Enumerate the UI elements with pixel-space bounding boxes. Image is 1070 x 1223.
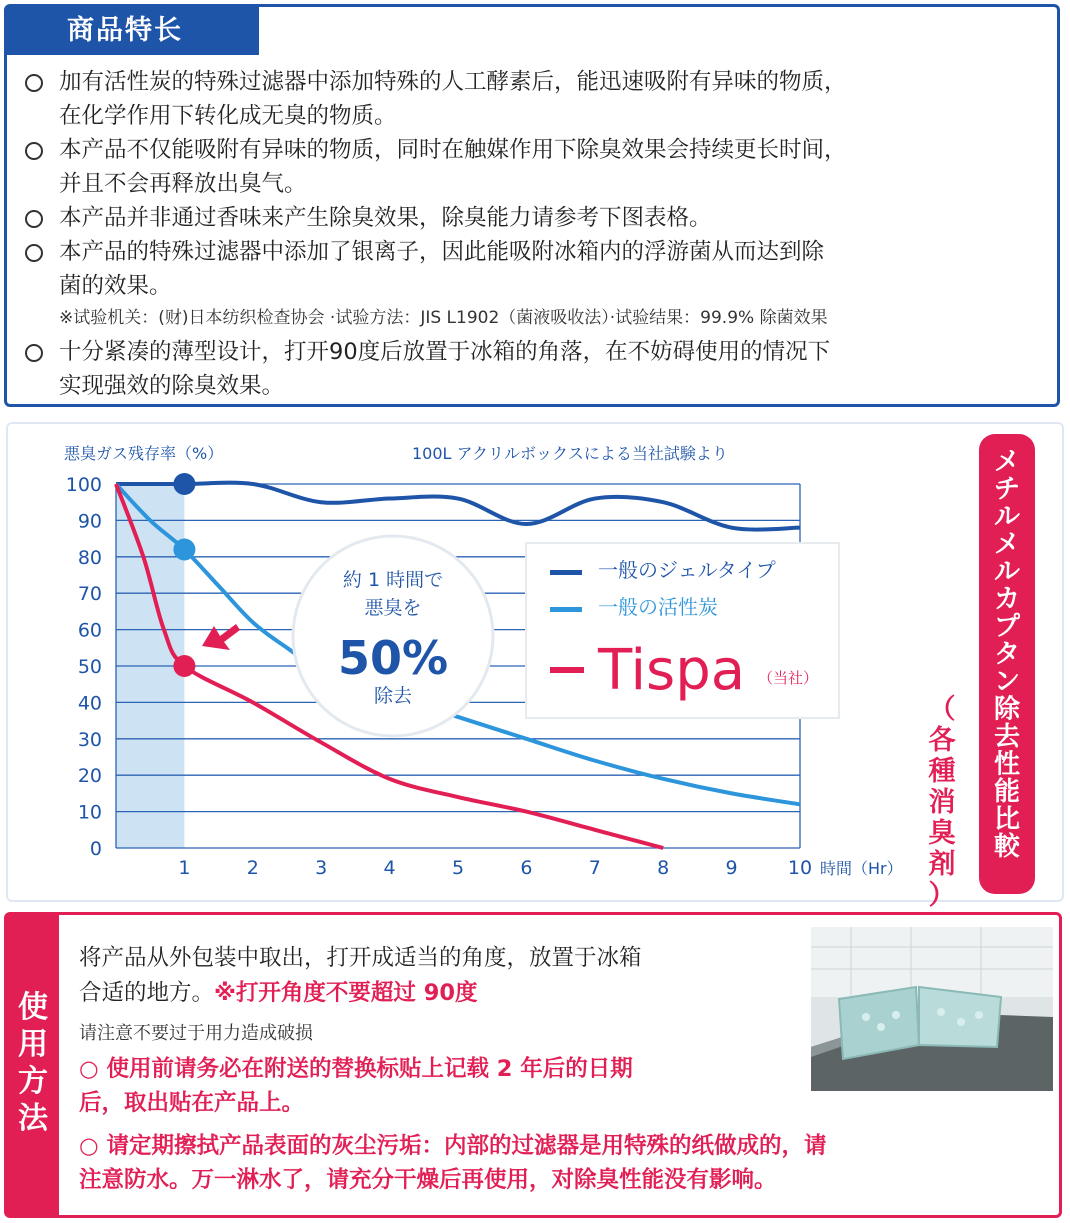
legend-swatch [550, 607, 582, 612]
vertical-title-char: プ [993, 612, 1021, 642]
vertical-subtitle-char: 剤 [928, 849, 956, 880]
vertical-subtitle-char: （ [928, 694, 956, 725]
vertical-title-char: メ [993, 447, 1021, 477]
vertical-title-char: ル [993, 502, 1021, 532]
y-tick-label: 60 [77, 619, 102, 642]
vertical-subtitle-char: 種 [928, 756, 956, 787]
vertical-title-text [979, 434, 1035, 894]
feature-line: 菌的效果。 [59, 273, 172, 299]
x-tick-label: 4 [383, 857, 396, 879]
y-tick-label: 100 [65, 474, 102, 496]
vertical-title-char: タ [993, 639, 1021, 670]
feature-line: 并且不会再释放出臭气。 [59, 171, 307, 197]
x-tick-label: 6 [520, 857, 533, 879]
usage-line-2 [79, 976, 478, 1010]
product-photo [811, 927, 1053, 1091]
usage-item-1-line-2: 后，取出贴在产品上。 [79, 1090, 305, 1116]
legend-label: 一般の活性炭 [598, 595, 718, 619]
vertical-title-char: 能 [993, 777, 1021, 807]
series-marker-3 [173, 655, 195, 677]
vertical-subtitle-char: 各 [928, 725, 956, 756]
legend-swatch [550, 570, 582, 575]
usage-side-char: 用 [18, 1027, 48, 1062]
usage-line-1: 将产品从外包装中取出，打开成适当的角度，放置于冰箱 [79, 945, 642, 971]
vertical-title-char: 去 [993, 722, 1021, 752]
test-note: ※试验机关：(财)日本纺织检查协会 ·试验方法：JIS L1902（菌液吸收法）·试验结果：99.9% 除菌效果 [59, 308, 828, 328]
series-marker-2 [173, 539, 195, 561]
feature-line: 本产品的特殊过滤器中添加了银离子，因此能吸附冰箱内的浮游菌从而达到除 [59, 239, 825, 265]
feature-line: 在化学作用下转化成无臭的物质。 [59, 103, 397, 129]
usage-small-note: 请注意不要过于用力造成破损 [79, 1023, 313, 1044]
y-axis-title: 悪臭ガス残存率（%） [64, 444, 224, 463]
usage-side-char: 方 [18, 1064, 48, 1099]
usage-item-2 [79, 1129, 826, 1197]
usage-side-char: 法 [18, 1101, 48, 1136]
y-tick-label: 10 [77, 801, 102, 824]
vertical-title-char: 除 [993, 694, 1021, 725]
legend-label: 一般のジェルタイプ [598, 558, 776, 582]
callout-line-2: 悪臭を [364, 597, 422, 619]
x-tick-label: 3 [315, 857, 328, 879]
usage-panel [4, 912, 1062, 1218]
y-tick-label: 20 [77, 765, 102, 788]
callout-line-3: 除去 [373, 685, 413, 707]
x-tick-label: 7 [588, 857, 601, 879]
feature-line: 十分紧凑的薄型设计，打开90度后放置于冰箱的角落，在不妨碍使用的情况下 [59, 339, 831, 365]
vertical-title-char: ル [993, 557, 1021, 587]
series-marker-1 [173, 473, 195, 495]
features-title: 商品特长 [7, 7, 259, 55]
vertical-title-char: 較 [993, 832, 1021, 862]
usage-item-1-text: 使用前请务必在附送的替换标贴上记载 2 年后的日期 [106, 1056, 633, 1082]
callout-line-1: 約 1 時間で [342, 569, 444, 591]
vertical-title-char: チ [993, 474, 1021, 505]
usage-item-2-text: 请定期擦拭产品表面的灰尘污垢：内部的过滤器是用特殊的纸做成的，请 [106, 1133, 827, 1159]
feature-line: 本产品不仅能吸附有异味的物质，同时在触媒作用下除臭效果会持续更长时间， [59, 137, 847, 163]
legend-suffix: （当社） [758, 669, 819, 687]
x-tick-label: 2 [246, 857, 259, 879]
chart-subtitle: 100L アクリルボックスによる当社試験より [412, 444, 728, 463]
x-tick-label: 10 [787, 857, 813, 879]
vertical-subtitle-char: 消 [928, 787, 956, 818]
vertical-title-char: 比 [993, 804, 1021, 835]
y-tick-label: 0 [89, 838, 102, 860]
usage-warning-angle: ※打开角度不要超过 90度 [214, 980, 478, 1006]
vertical-title-char: 性 [993, 749, 1021, 780]
y-tick-label: 50 [77, 656, 102, 678]
callout-value: 50% [337, 631, 449, 685]
vertical-subtitle-char: 臭 [928, 818, 956, 849]
y-tick-label: 30 [77, 728, 102, 751]
legend-label: Tispa [598, 638, 746, 703]
x-axis-title: 時間（Hr） [820, 859, 903, 878]
chart-vertical-title-badge [979, 434, 1035, 894]
x-tick-label: 1 [178, 857, 191, 879]
usage-side-label [7, 989, 59, 1137]
usage-item-2-line-2: 注意防水。万一淋水了，请充分干燥后再使用，对除臭性能没有影响。 [79, 1167, 777, 1193]
y-tick-label: 90 [77, 510, 102, 533]
usage-item-1-line-1: ○ 使用前请务必在附送的替换标贴上记载 2 年后的日期 [79, 1056, 633, 1082]
y-tick-label: 40 [77, 692, 102, 715]
y-tick-label: 80 [77, 546, 102, 569]
vertical-subtitle-char: ） [928, 880, 956, 910]
usage-side-bar [7, 915, 59, 1215]
vertical-title-char: メ [993, 529, 1021, 560]
usage-side-char: 使 [18, 990, 48, 1025]
feature-line: 实现强效的除臭效果。 [59, 373, 285, 399]
x-tick-label: 8 [657, 857, 670, 879]
feature-line: 加有活性炭的特殊过滤器中添加特殊的人工酵素后，能迅速吸附有异味的物质， [59, 69, 847, 95]
y-tick-label: 70 [77, 583, 102, 606]
legend-swatch [550, 667, 584, 673]
x-tick-label: 9 [725, 857, 738, 879]
usage-item-1 [79, 1052, 633, 1120]
vertical-title-char: カ [993, 584, 1021, 615]
x-tick-label: 5 [451, 857, 465, 879]
vertical-title-char: ン [993, 667, 1021, 697]
usage-item-2-line-1: ○ 请定期擦拭产品表面的灰尘污垢：内部的过滤器是用特殊的纸做成的，请 [79, 1133, 827, 1159]
usage-line-2a: 合适的地方。 [79, 980, 215, 1006]
feature-line: 本产品并非通过香味来产生除臭效果，除臭能力请参考下图表格。 [59, 205, 712, 231]
